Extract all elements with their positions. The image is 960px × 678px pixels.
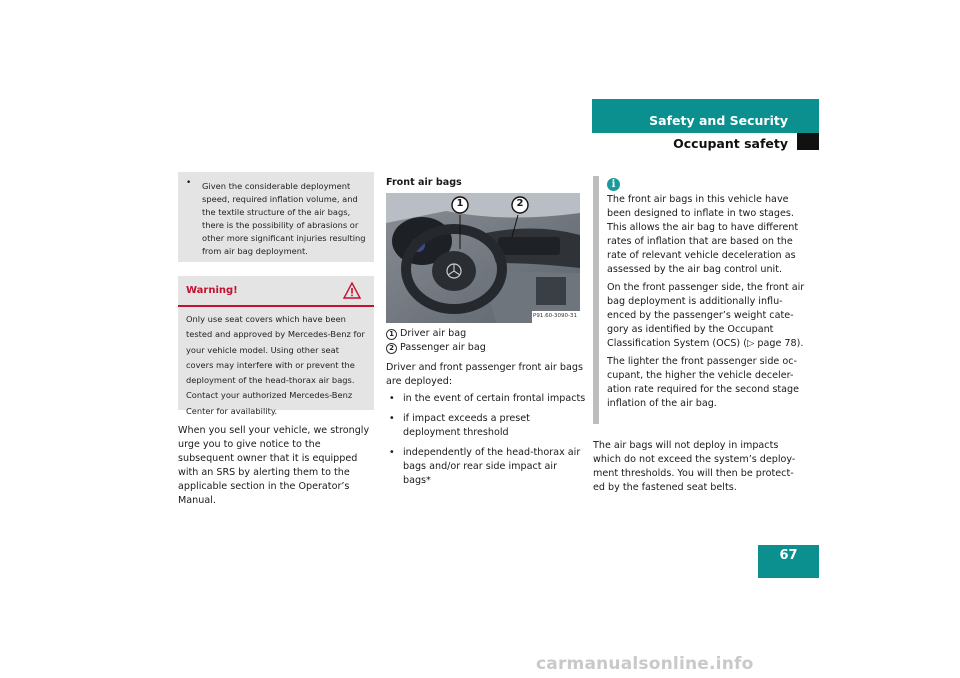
callout-2: 2 (516, 198, 524, 209)
caption-row (386, 327, 586, 341)
caption-driver: Driver air bag (400, 328, 467, 339)
warning-divider (178, 305, 374, 307)
photo-code: P91.60-3090-31 (533, 313, 578, 319)
number-1-icon: 1 (386, 329, 397, 340)
warning-triangle-icon (343, 282, 361, 299)
deploy-intro: Driver and front passenger front air bags are deployed: (386, 362, 583, 387)
info-sidebar-bar (593, 176, 599, 424)
callout-1: 1 (456, 198, 464, 209)
info-paragraph: The front air bags in this vehicle have been designed to inflate in two stages. This allows the air bag to have different rates of inflation that are based on the rate of relevant vehicle deceleration as assessed by the air bag control unit. (607, 194, 799, 275)
header-marker (797, 133, 819, 150)
page-number: 67 (758, 545, 819, 578)
caption-row (386, 341, 586, 355)
list-item: • independently of the head-thorax air bags and/or rear side impact air bags* (386, 446, 586, 488)
list-item: • if impact exceeds a preset deployment threshold (386, 412, 586, 440)
info-paragraph: The lighter the front passenger side oc-cupant, the higher the vehicle deceler-ation rate required for the second stage inflation of the air bag. (607, 356, 800, 409)
note-box (178, 172, 374, 262)
warning-title: Warning! (186, 285, 238, 296)
info-icon: i (607, 178, 620, 191)
note-text: Given the considerable deployment speed, required inflation volume, and the textile structure of the air bags, there is the possibility of abrasions or other more significant injuries resulting from air bag deployment. (202, 181, 366, 256)
sell-paragraph: When you sell your vehicle, we strongly urge you to give notice to the subsequent owner that it is equipped with an SRS by alerting them to the applicable section in the Operator’s Manual. (178, 425, 370, 506)
deploy-threshold-paragraph: The air bags will not deploy in impacts which do not exceed the system’s deploy-ment thresholds. You will then be protect-ed by the fastened seat belts. (593, 440, 796, 493)
front-airbags-heading: Front air bags (386, 177, 462, 188)
deploy-bullet-list (386, 392, 586, 494)
info-paragraph: On the front passenger side, the front air bag deployment is additionally influ-enced by the passenger’s weight cate-gory as identified by the Occupant Classification System (OCS) (▷ page 78). (607, 282, 805, 349)
section-subtitle: Occupant safety (673, 136, 788, 151)
bullet-icon: • (186, 178, 192, 188)
caption-list (386, 327, 586, 355)
list-item: • in the event of certain frontal impacts (386, 392, 586, 406)
section-title: Safety and Security (649, 113, 788, 128)
number-2-icon: 2 (386, 343, 397, 354)
caption-passenger: Passenger air bag (400, 342, 486, 353)
warning-text: Only use seat covers which have been tested and approved by Mercedes-Benz for your vehicle model. Using other seat covers may interfere with or prevent the deployment of the head-thorax air bags. Contact your authorized Mercedes-Benz Center for availability. (186, 314, 365, 416)
watermark: carmanualsonline.info (536, 654, 754, 674)
info-note (607, 193, 805, 415)
